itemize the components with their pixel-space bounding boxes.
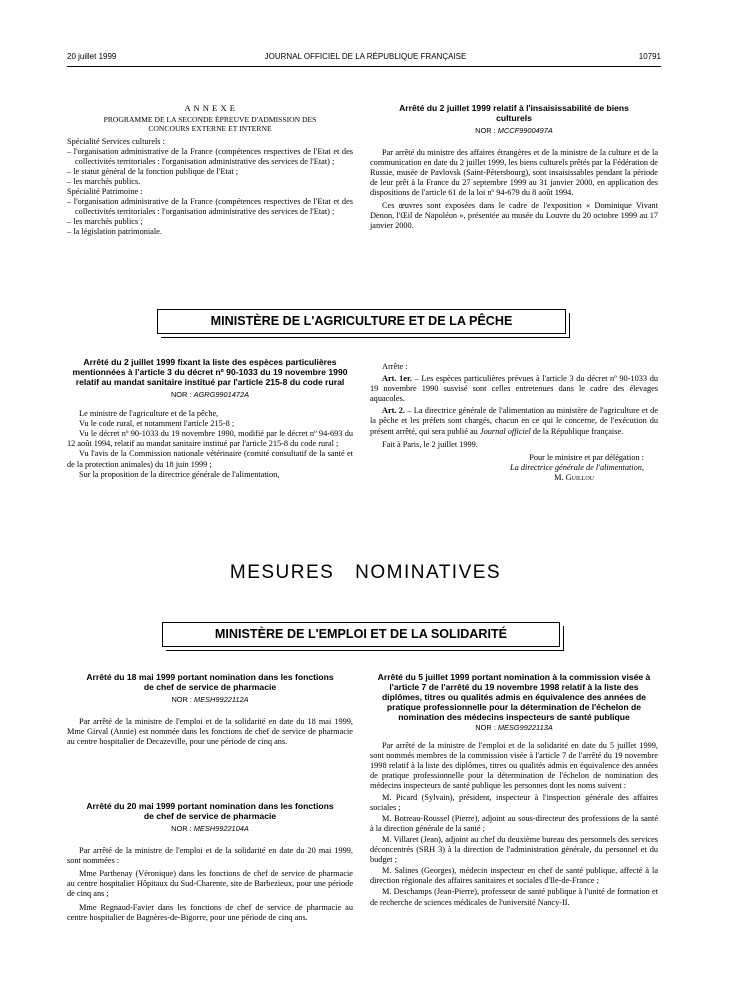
nor-code: MESH9922104A bbox=[193, 824, 249, 833]
arrete-20-mai bbox=[67, 801, 353, 923]
arrete-18-mai-body bbox=[67, 717, 353, 747]
header-rule bbox=[67, 66, 661, 67]
signatory-function-text: La directrice générale de l'alimentation, bbox=[510, 462, 644, 472]
annexe-list-item: – les marchés publics. bbox=[67, 176, 141, 186]
nor-code: AGRG9901472A bbox=[193, 390, 250, 399]
arrete-culture-body bbox=[370, 148, 658, 231]
arrete-18-mai bbox=[67, 672, 353, 747]
mesures-nominatives-heading: MESURES NOMINATIVES bbox=[229, 562, 502, 583]
arrete-agri-left bbox=[67, 357, 353, 480]
paragraph: M. Botreau-Roussel (Pierre), adjoint au sous-directeur des professions de la santé à la direction générale de la santé ; bbox=[370, 813, 658, 833]
article-1-text: – Les espèces particulières prévues à l'article 3 du décret nº 90-1033 du 19 novembre 1990 susvisé sont celles entretenues dans le cadre des élevages aquacoles. bbox=[370, 374, 658, 404]
ministere-agriculture-title: MINISTÈRE DE L'AGRICULTURE ET DE LA PÊCHE bbox=[210, 314, 513, 328]
paragraph: M. Picard (Sylvain), président, inspecteur à l'inspection générale des affaires sociales ; bbox=[370, 792, 658, 812]
arrete-18-mai-nor bbox=[67, 695, 353, 705]
paragraph: Vu l'avis de la Commission nationale vétérinaire (comité consultatif de la santé et de la protection animales) du 18 juin 1999 ; bbox=[67, 449, 353, 469]
annexe-specialite: Spécialité Patrimoine : bbox=[67, 186, 143, 196]
article-2 bbox=[370, 406, 658, 436]
nor-code: MESG9922113A bbox=[497, 723, 553, 732]
annexe-list-item: – l'organisation administrative de la France (compétences respectives de l'Etat et des collectivités territoriales : l'organisation administrative des services de l'Etat) ; bbox=[67, 146, 353, 166]
signatory-function bbox=[370, 463, 658, 473]
article-1 bbox=[370, 374, 658, 404]
article-1-label: Art. 1er. bbox=[382, 374, 412, 384]
arrete-agri-title: Arrêté du 2 juillet 1999 fixant la liste des espèces particulières mentionnées à l'article 3 du décret nº 90-1033 du 19 novembre 1990 relatif au mandat sanitaire institué par l'article 215-8 du code rural bbox=[72, 357, 348, 387]
arrete-5-juillet bbox=[370, 672, 658, 908]
signatory-name: M. Guillou bbox=[554, 472, 594, 482]
arrete-culture bbox=[370, 103, 658, 231]
nor-label: NOR : bbox=[475, 723, 496, 732]
arrete-culture-nor bbox=[370, 126, 658, 136]
nor-code: MCCF9900497A bbox=[497, 126, 553, 135]
arrete-20-mai-body bbox=[67, 846, 353, 923]
arrete-5-juillet-body bbox=[370, 741, 658, 908]
header-journal-title: JOURNAL OFFICIEL DE LA RÉPUBLIQUE FRANÇAISE bbox=[264, 52, 467, 61]
arrete-18-mai-title: Arrêté du 18 mai 1999 portant nomination dans les fonctions de chef de service de pharmacie bbox=[86, 672, 334, 692]
journal-officiel-mention: Journal officiel bbox=[479, 426, 531, 436]
paragraph: Par arrêté de la ministre de l'emploi et de la solidarité en date du 20 mai 1999, sont nommées : bbox=[67, 846, 353, 866]
arrete-20-mai-nor bbox=[67, 824, 353, 834]
header-page-number: 10791 bbox=[638, 52, 661, 61]
annexe-heading: A N N E X E bbox=[184, 103, 236, 113]
arrete-5-juillet-title: Arrêté du 5 juillet 1999 portant nomination à la commission visée à l'article 7 de l'arrêté du 19 novembre 1998 relatif à la liste des diplômes, titres ou qualités admis en équivalence des années de pratique professionnelle pour la détermination de l'échelon de nomination des médecins inspecteurs de santé publique bbox=[377, 672, 651, 722]
paragraph: Mme Regnaud-Favier dans les fonctions de chef de service de pharmacie au centre hospitalier de Bagnères-de-Bigorre, pour une période de cinq ans. bbox=[67, 902, 353, 922]
arrete-agri-right bbox=[370, 362, 658, 483]
paragraph: Le ministre de l'agriculture et de la pêche, bbox=[79, 409, 219, 419]
arrete-agri-visas bbox=[67, 409, 353, 480]
delegation-line: Pour le ministre et par délégation : bbox=[529, 452, 644, 462]
arrete-agri-nor bbox=[67, 390, 353, 400]
paragraph: Vu le code rural, et notamment l'article 215-8 ; bbox=[79, 419, 235, 429]
paragraph: Par arrêté de la ministre de l'emploi et de la solidarité en date du 18 mai 1999, Mme Girval (Annie) est nommée dans les fonctions de chef de service de pharmacie au centre hospitalier de Decazeville, pour une période de cinq ans. bbox=[67, 717, 353, 747]
fait-a-paris: Fait à Paris, le 2 juillet 1999. bbox=[382, 439, 478, 449]
arrete-label: Arrête : bbox=[382, 362, 408, 371]
header-date: 20 juillet 1999 bbox=[67, 52, 117, 61]
arrete-20-mai-title: Arrêté du 20 mai 1999 portant nomination dans les fonctions de chef de service de pharmacie bbox=[86, 801, 334, 821]
article-2-text: – La directrice générale de l'alimentation au ministère de l'agriculture et de la pêche et les préfets sont chargés, chacun en ce qui le concerne, de l'exécution du présent arrêté, qui sera publié au bbox=[370, 406, 658, 436]
paragraph: M. Deschamps (Jean-Pierre), professeur de santé publique à l'unité de formation et de recherche de sciences médicales de l'université Nancy-II. bbox=[370, 887, 658, 907]
annexe-list-item: – le statut général de la fonction publique de l'Etat ; bbox=[67, 166, 239, 176]
paragraph: Mme Parthenay (Véronique) dans les fonctions de chef de service de pharmacie au centre hospitalier Hôpitaux du Sud-Charente, site de Barbezieux, pour une période de cinq ans ; bbox=[67, 869, 353, 899]
paragraph: Sur la proposition de la directrice générale de l'alimentation, bbox=[79, 469, 280, 479]
annexe-specialite: Spécialité Services culturels : bbox=[67, 136, 165, 146]
paragraph: M. Salines (Georges), médecin inspecteur en chef de santé publique, affecté à la direction régionale des affaires sanitaires et sociales d'Ile-de-France ; bbox=[370, 866, 658, 886]
annexe-subheading: PROGRAMME DE LA SECONDE ÉPREUVE D'ADMISSION DES CONCOURS EXTERNE ET INTERNE bbox=[103, 115, 317, 134]
annexe-list-item: – les marchés publics ; bbox=[67, 217, 143, 227]
nor-label: NOR : bbox=[475, 126, 496, 135]
paragraph: Par arrêté de la ministre de l'emploi et de la solidarité en date du 5 juillet 1999, sont nommés membres de la commission visée à l'article 7 de l'arrêté du 19 novembre 1998 relatif à la liste des diplômes, titres ou qualités admis en équivalence des années de pratique professionnelle pour la détermination de l'échelon de nomination des médecins inspecteurs de santé publique les personnes dont les noms suivent : bbox=[370, 741, 658, 791]
nor-code: MESH9922112A bbox=[194, 695, 249, 704]
nor-label: NOR : bbox=[170, 390, 192, 399]
annexe-list-item: – la législation patrimoniale. bbox=[67, 227, 162, 237]
article-2-label: Art. 2. bbox=[382, 406, 406, 416]
annexe-section bbox=[67, 103, 353, 237]
paragraph: Par arrêté du ministre des affaires étrangères et de la ministre de la culture et de la communication en date du 2 juillet 1999, les biens culturels prêtés par la Fédération de Russie, musée de Pavlovsk (Saint-Pétersbourg), sont insaisissables pendant la période de leur prêt à la France du 27 septembre 1999 au 31 janvier 2000, en application des dispositions de l'article 61 de la loi nº 94-679 du 8 août 1994. bbox=[370, 148, 658, 198]
annexe-list bbox=[67, 137, 353, 238]
paragraph: Ces œuvres sont exposées dans le cadre de l'exposition « Dominique Vivant Denon, l'Œil de Napoléon », présentée au musée du Louvre du 20 octobre 1999 au 17 janvier 2000. bbox=[370, 200, 658, 230]
ministere-agriculture-box bbox=[157, 309, 566, 334]
nor-label: NOR : bbox=[171, 695, 192, 704]
arrete-5-juillet-nor bbox=[370, 723, 658, 733]
annexe-list-item: – l'organisation administrative de la France (compétences respectives de l'Etat et des collectivités territoriales : l'organisation administrative des services de l'Etat) ; bbox=[67, 197, 353, 217]
ministere-emploi-box bbox=[162, 622, 560, 647]
paragraph: Vu le décret nº 90-1033 du 19 novembre 1990, modifié par le décret nº 94-693 du 12 août 1994, relatif au mandat sanitaire institué par l'article 215-8 du code rural ; bbox=[67, 429, 353, 449]
article-2-text-end: de la République française. bbox=[530, 426, 624, 436]
paragraph: M. Villaret (Jean), adjoint au chef du deuxième bureau des personnels des services déconcentrés (SRH 3) à la direction de l'administration générale, du personnel et du budget ; bbox=[370, 834, 658, 865]
arrete-culture-title: Arrêté du 2 juillet 1999 relatif à l'insaisissabilité de biens culturels bbox=[399, 103, 629, 123]
nor-label: NOR : bbox=[171, 824, 192, 833]
ministere-emploi-title: MINISTÈRE DE L'EMPLOI ET DE LA SOLIDARITÉ bbox=[214, 627, 508, 641]
